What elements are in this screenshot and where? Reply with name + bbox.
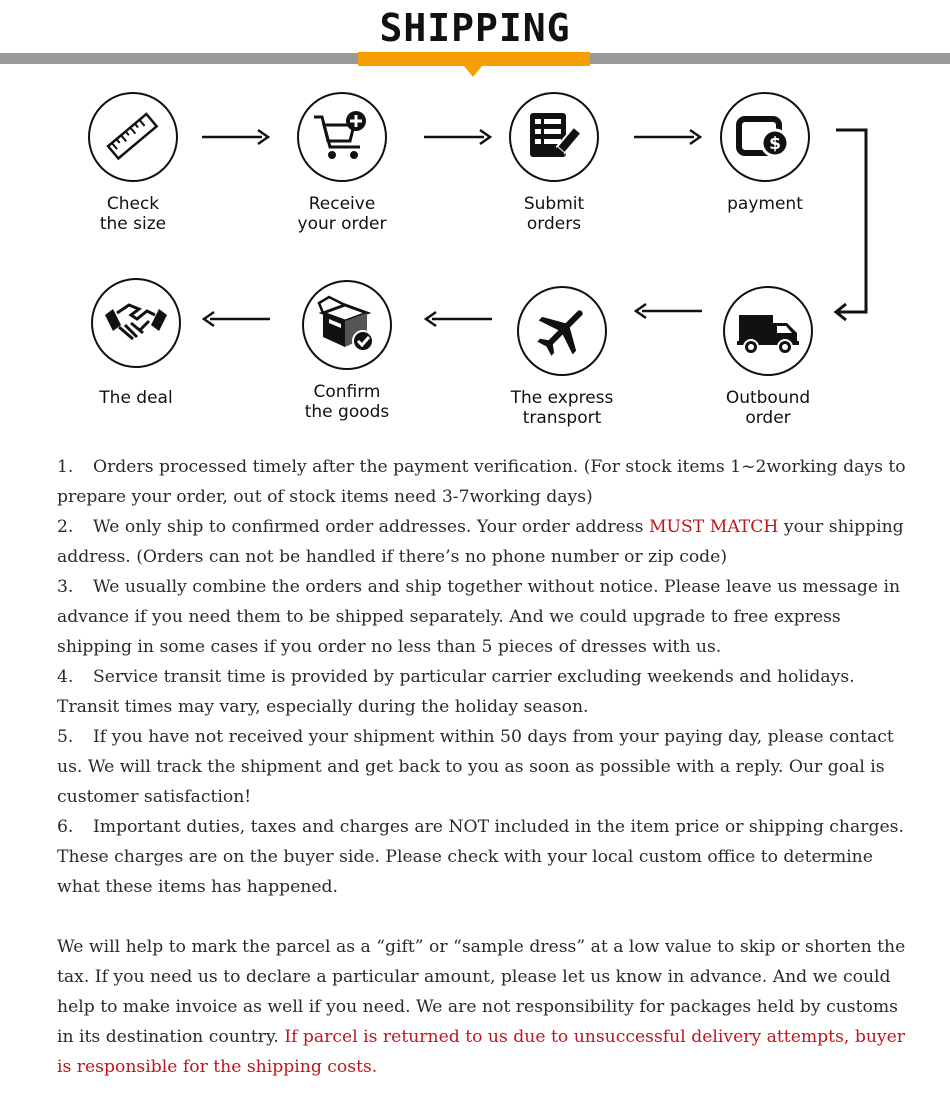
delivery-truck-icon bbox=[735, 299, 801, 363]
note-item: 1. Orders processed timely after the payment verification. (For stock items 1~2working days to prepare your order, out of stock items need 3-7working days) bbox=[57, 457, 906, 507]
note-item: 6. Important duties, taxes and charges are NOT included in the item price or shipping charges. These charges are on the buyer side. Please check with your local custom office to determine what these items has happened. bbox=[57, 817, 904, 897]
step-label: The deal bbox=[99, 388, 173, 408]
footer-paragraph: We will help to mark the parcel as a “gift” or “sample dress” at a low value to skip or shorten the tax. If you need us to declare a particular amount, please let us know in advance. And we could help to make invoice as well if you need. We are not responsibility for packages held by customs in its destination country. If parcel is returned to us due to unsuccessful delivery attempts, buyer is responsible for the shipping costs. bbox=[57, 937, 906, 1077]
page-title: SHIPPING bbox=[379, 6, 571, 50]
header-accent-bar bbox=[358, 52, 590, 66]
package-check-icon bbox=[315, 293, 379, 357]
step-payment bbox=[685, 92, 845, 214]
step-label: Receive your order bbox=[297, 194, 387, 234]
step-label: Check the size bbox=[99, 194, 167, 234]
header-accent-notch bbox=[464, 66, 482, 77]
step-express-transport bbox=[482, 286, 642, 428]
returned-parcel-warning: If parcel is returned to us due to unsuccessful delivery attempts, buyer is responsible for the shipping costs. bbox=[57, 1027, 905, 1077]
note-item: 3. We usually combine the orders and ship together without notice. Please leave us message in advance if you need them to be shipped separately. And we could upgrade to free express shipping in some cases if you order no less than 5 pieces of dresses with us. bbox=[57, 577, 901, 657]
step-confirm-goods bbox=[267, 280, 427, 422]
order-form-pencil-icon bbox=[522, 105, 586, 169]
arrow-left-icon bbox=[632, 302, 704, 320]
note-item: 5. If you have not received your shipment within 50 days from your paying day, please contact us. We will track the shipment and get back to you as soon as possible with a reply. Our goal is customer satisfaction! bbox=[57, 727, 894, 807]
airplane-icon bbox=[530, 299, 594, 363]
ruler-icon bbox=[102, 106, 164, 168]
handshake-icon bbox=[103, 291, 169, 355]
shopping-cart-add-icon bbox=[310, 105, 374, 169]
step-label: Outbound order bbox=[725, 388, 811, 428]
step-label: payment bbox=[727, 194, 803, 214]
wallet-dollar-icon bbox=[733, 105, 797, 169]
arrow-left-icon bbox=[422, 310, 494, 328]
step-outbound-order bbox=[688, 286, 848, 428]
step-check-size bbox=[53, 92, 213, 234]
step-the-deal bbox=[56, 278, 216, 408]
shipping-notes bbox=[57, 452, 907, 1082]
note-item: 4. Service transit time is provided by particular carrier excluding weekends and holidays. Transit times may vary, especially during the holiday season. bbox=[57, 667, 855, 717]
step-label: The express transport bbox=[510, 388, 614, 428]
must-match-highlight: MUST MATCH bbox=[648, 517, 779, 537]
step-label: Submit orders bbox=[523, 194, 585, 234]
note-item: 2. We only ship to confirmed order addresses. Your order address MUST MATCH your shipping address. (Orders can not be handled if there’s no phone number or zip code) bbox=[57, 517, 904, 567]
step-receive-order bbox=[262, 92, 422, 234]
step-label: Confirm the goods bbox=[304, 382, 390, 422]
step-submit-orders bbox=[474, 92, 634, 234]
svg-text:$: $ bbox=[769, 134, 781, 154]
